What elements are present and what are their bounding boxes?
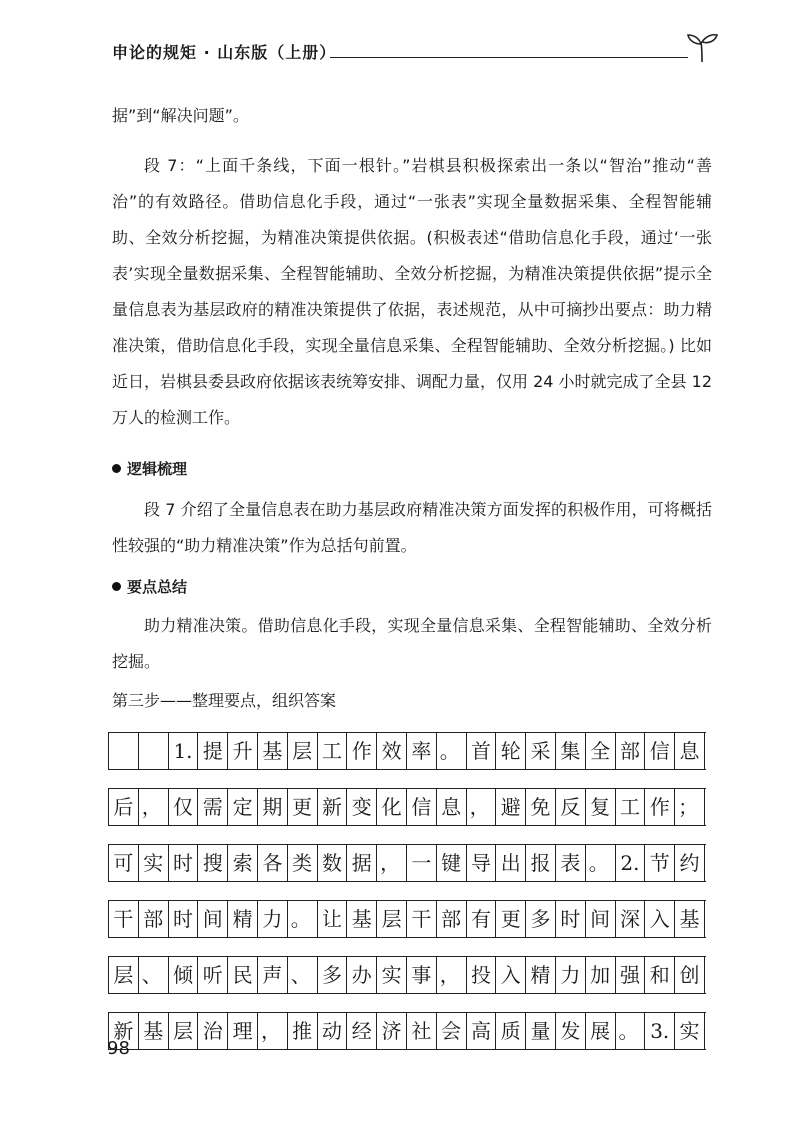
grid-cell: 社 — [407, 1013, 437, 1049]
grid-cell: 质 — [496, 1013, 526, 1049]
grid-cell: 免 — [526, 789, 556, 825]
grid-cell: 提 — [198, 733, 228, 769]
grid-cell: 时 — [169, 901, 199, 937]
body-block-3 — [112, 608, 712, 680]
grid-cell: 变 — [347, 789, 377, 825]
grid-cell: 部 — [139, 901, 169, 937]
grid-cell: 反 — [556, 789, 586, 825]
grid-cell: 强 — [616, 957, 646, 993]
book-title: 申论的规矩 · 山东版（上册） — [112, 43, 337, 62]
grid-cell: 办 — [347, 957, 377, 993]
paragraph-continuation: 据”到“解决问题”。 — [112, 106, 249, 125]
grid-cell: 治 — [198, 1013, 228, 1049]
bullet-icon — [112, 582, 121, 591]
grid-cell: 倾 — [169, 957, 199, 993]
grid-cell: 。 — [616, 1013, 646, 1049]
step-3-heading: 第三步——整理要点，组织答案 — [112, 691, 337, 710]
grid-cell — [109, 733, 139, 769]
grid-cell: 作 — [347, 733, 377, 769]
running-header — [112, 36, 712, 66]
grid-cell: 高 — [467, 1013, 497, 1049]
grid-cell: 首 — [467, 733, 497, 769]
grid-cell: 层 — [288, 733, 318, 769]
grid-cell: 力 — [556, 957, 586, 993]
grid-cell: 干 — [407, 901, 437, 937]
grid-cell: 据 — [347, 845, 377, 881]
grid-cell: 信 — [407, 789, 437, 825]
grid-cell: 索 — [228, 845, 258, 881]
grid-cell: 升 — [228, 733, 258, 769]
grid-cell: 可 — [109, 845, 139, 881]
grid-cell: 更 — [288, 789, 318, 825]
paragraph-section-7: 段 7：“上面千条线，下面一根针。”岩棋县积极探索出一条以“智治”推动“善治”的有效路径。借助信息化手段，通过“一张表”实现全量数据采集、全程智能辅助、全效分析挖掘，为精准决策提供依据。(积极表述“借助信息化手段，通过‘一张表’实现全量数据采集、全程智能辅助、全效分析挖掘，为精准决策提供依据”提示全量信息表为基层政府的精准决策提供了依据，表述规范，从中可摘抄出要点：助力精准决策，借助信息化手段，实现全量信息采集、全程智能辅助、全效分析挖掘。) 比如近日，岩棋县委县政府依据该表统筹安排、调配力量，仅用 24 小时就完成了全县 12 万人的检测工作。 — [112, 156, 712, 427]
grid-cell: 、 — [139, 957, 169, 993]
body-block-2 — [112, 492, 712, 564]
grid-cell: 集 — [556, 733, 586, 769]
grid-cell: 会 — [437, 1013, 467, 1049]
grid-cell: 3. — [645, 1013, 675, 1049]
grid-cell: 作 — [645, 789, 675, 825]
answer-grid — [108, 732, 706, 1068]
grid-cell: 需 — [198, 789, 228, 825]
grid-cell: 基 — [139, 1013, 169, 1049]
grid-cell: 新 — [109, 1013, 139, 1049]
grid-cell: 键 — [437, 845, 467, 881]
grid-cell: 精 — [526, 957, 556, 993]
grid-cell: 信 — [645, 733, 675, 769]
grid-row — [108, 844, 706, 882]
grid-cell: 1. — [169, 733, 199, 769]
grid-cell: 层 — [109, 957, 139, 993]
heading-summary: 要点总结 — [112, 576, 187, 597]
page-number: 98 — [107, 1038, 130, 1059]
grid-cell: 声 — [258, 957, 288, 993]
grid-cell: 间 — [586, 901, 616, 937]
grid-cell: 后 — [109, 789, 139, 825]
grid-cell: 实 — [377, 957, 407, 993]
grid-cell: 层 — [169, 1013, 199, 1049]
grid-cell: 部 — [437, 901, 467, 937]
grid-cell: 动 — [318, 1013, 348, 1049]
grid-cell: 息 — [675, 733, 705, 769]
grid-cell: 入 — [496, 957, 526, 993]
grid-cell: 实 — [675, 1013, 705, 1049]
grid-row — [108, 1012, 706, 1050]
body-block-1 — [112, 98, 712, 436]
grid-cell: 全 — [586, 733, 616, 769]
grid-cell: 时 — [169, 845, 199, 881]
grid-cell: 加 — [586, 957, 616, 993]
grid-cell — [139, 733, 169, 769]
grid-cell: 推 — [288, 1013, 318, 1049]
grid-cell: 层 — [377, 901, 407, 937]
grid-cell: 和 — [645, 957, 675, 993]
grid-cell: 2. — [616, 845, 646, 881]
grid-cell: ， — [437, 957, 467, 993]
grid-cell: 事 — [407, 957, 437, 993]
grid-cell: 发 — [556, 1013, 586, 1049]
grid-cell: 理 — [228, 1013, 258, 1049]
grid-cell: 。 — [288, 901, 318, 937]
grid-cell: 有 — [467, 901, 497, 937]
grid-cell: ， — [139, 789, 169, 825]
grid-cell: 干 — [109, 901, 139, 937]
grid-cell: 工 — [318, 733, 348, 769]
grid-cell: 时 — [556, 901, 586, 937]
grid-cell: 节 — [645, 845, 675, 881]
grid-cell: 精 — [228, 901, 258, 937]
grid-cell: 定 — [228, 789, 258, 825]
grid-cell: 一 — [407, 845, 437, 881]
grid-cell: 导 — [467, 845, 497, 881]
grid-row — [108, 788, 706, 826]
grid-row — [108, 732, 706, 770]
grid-cell: 让 — [318, 901, 348, 937]
grid-cell: 量 — [526, 1013, 556, 1049]
grid-cell: 济 — [377, 1013, 407, 1049]
grid-cell: 入 — [645, 901, 675, 937]
grid-cell: 听 — [198, 957, 228, 993]
grid-cell: ， — [467, 789, 497, 825]
grid-cell: ； — [675, 789, 705, 825]
grid-cell: 力 — [258, 901, 288, 937]
grid-cell: 基 — [347, 901, 377, 937]
grid-cell: 期 — [258, 789, 288, 825]
grid-cell: 避 — [496, 789, 526, 825]
grid-cell: 基 — [675, 901, 705, 937]
grid-cell: 多 — [526, 901, 556, 937]
grid-cell: 。 — [586, 845, 616, 881]
grid-cell: 类 — [288, 845, 318, 881]
grid-row — [108, 900, 706, 938]
sprout-icon — [684, 32, 720, 64]
grid-cell: 效 — [377, 733, 407, 769]
grid-cell: 化 — [377, 789, 407, 825]
grid-cell: 各 — [258, 845, 288, 881]
grid-cell: 表 — [556, 845, 586, 881]
paragraph-summary: 助力精准决策。借助信息化手段，实现全量信息采集、全程智能辅助、全效分析挖掘。 — [112, 616, 712, 671]
grid-cell: 数 — [318, 845, 348, 881]
grid-cell: 多 — [318, 957, 348, 993]
grid-cell: 搜 — [198, 845, 228, 881]
grid-cell: 经 — [347, 1013, 377, 1049]
grid-cell: 间 — [198, 901, 228, 937]
grid-cell: 实 — [139, 845, 169, 881]
grid-cell: 新 — [318, 789, 348, 825]
grid-cell: 轮 — [496, 733, 526, 769]
grid-cell: 报 — [526, 845, 556, 881]
paragraph-logic: 段 7 介绍了全量信息表在助力基层政府精准决策方面发挥的积极作用，可将概括性较强的“助力精准决策”作为总括句前置。 — [112, 500, 712, 555]
grid-cell: 。 — [437, 733, 467, 769]
grid-cell: 基 — [258, 733, 288, 769]
grid-cell: 息 — [437, 789, 467, 825]
grid-cell: 民 — [228, 957, 258, 993]
bullet-icon — [112, 464, 121, 473]
grid-cell: 工 — [616, 789, 646, 825]
grid-cell: 约 — [675, 845, 705, 881]
grid-cell: 投 — [467, 957, 497, 993]
grid-cell: ， — [258, 1013, 288, 1049]
grid-cell: 采 — [526, 733, 556, 769]
grid-cell: ， — [377, 845, 407, 881]
heading-logic: 逻辑梳理 — [112, 458, 187, 479]
grid-cell: 部 — [616, 733, 646, 769]
header-rule — [330, 57, 688, 58]
grid-row — [108, 956, 706, 994]
grid-cell: 创 — [675, 957, 705, 993]
grid-cell: 复 — [586, 789, 616, 825]
grid-cell: 、 — [288, 957, 318, 993]
grid-cell: 深 — [616, 901, 646, 937]
grid-cell: 仅 — [169, 789, 199, 825]
grid-cell: 率 — [407, 733, 437, 769]
grid-cell: 展 — [586, 1013, 616, 1049]
grid-cell: 更 — [496, 901, 526, 937]
grid-cell: 出 — [496, 845, 526, 881]
